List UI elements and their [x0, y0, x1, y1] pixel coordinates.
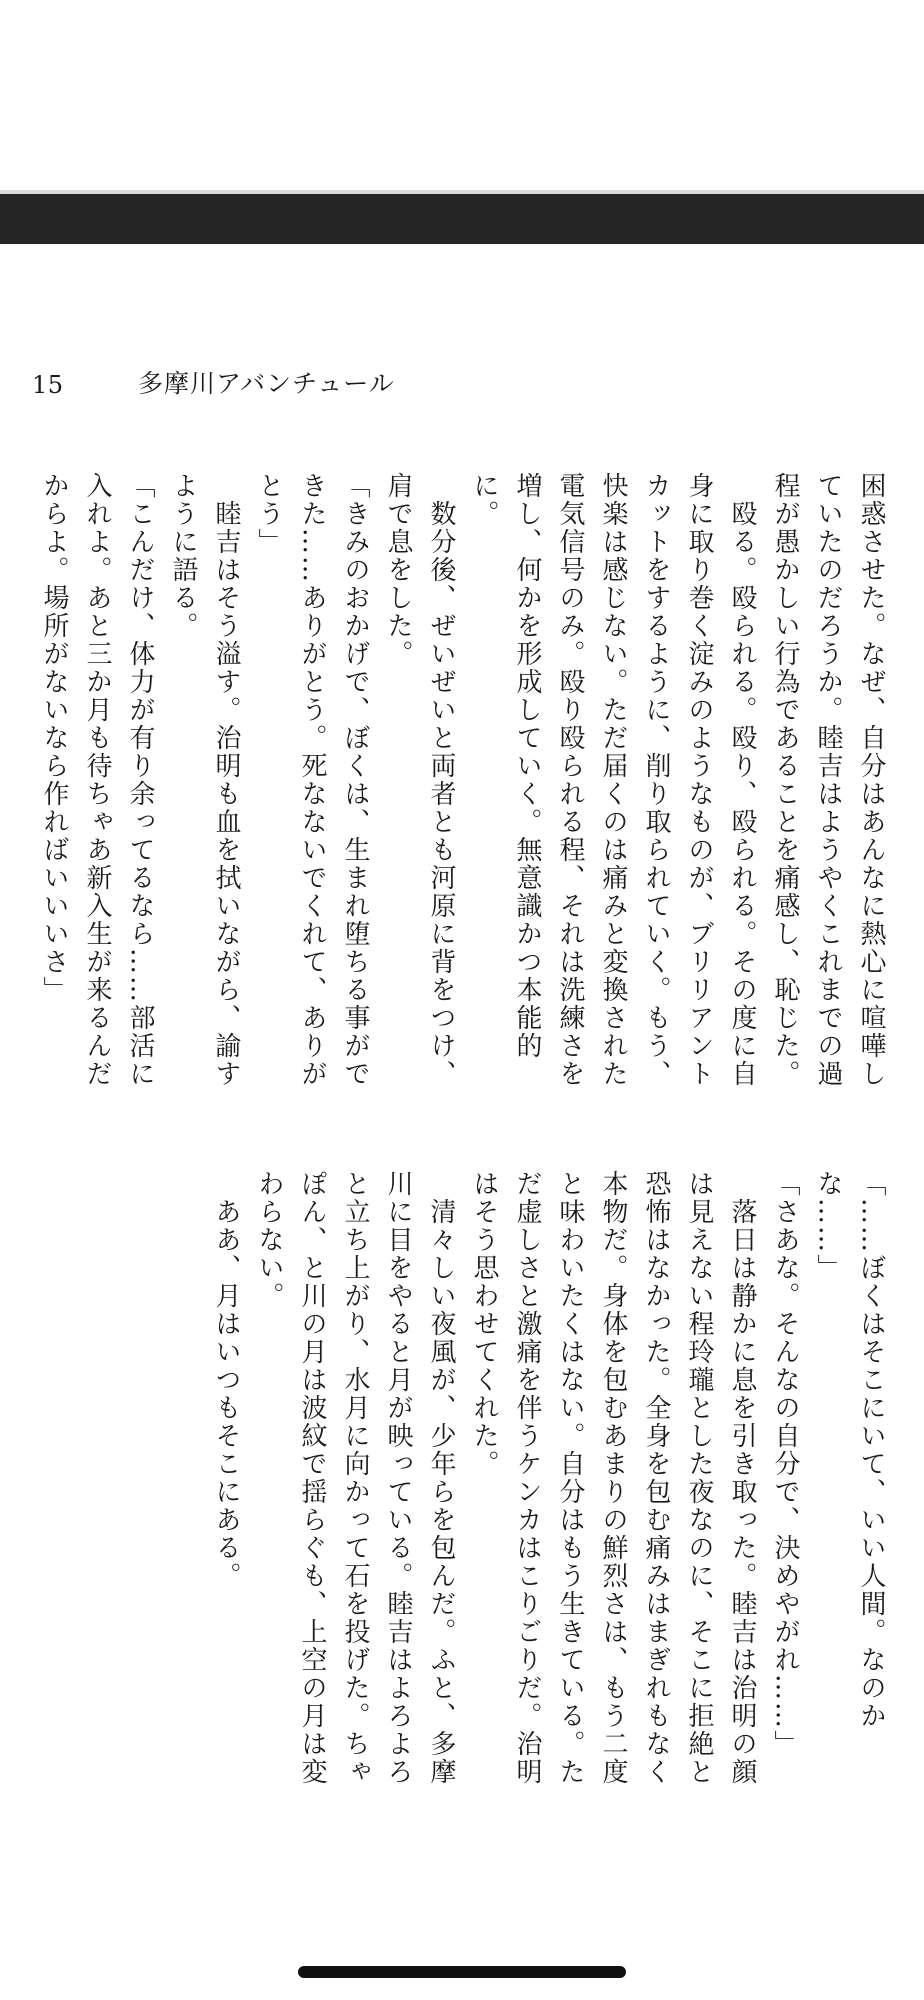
paragraph: 落日は静かに息を引き取った。睦吉は治明の顔は見えない程玲瓏とした夜なのに、そこに拒絶と恐怖はなかった。全身を包む痛みはまぎれもなく本物だ。身体を包むあまりの鮮烈さは、もう二度と味わいたくはない。自分はもう生きている。ただ虚しさと激痛を伴うケンカはこりごりだ。治明はそう思わせてくれた。 [469, 1170, 757, 1786]
text-column-bottom [211, 1170, 892, 1790]
paragraph: 困惑させた。なぜ、自分はあんなに熱心に喧嘩していたのだろうか。睦吉はようやくこれまでの過程が愚かしい行為であることを痛感し、恥じた。 [770, 472, 886, 1088]
paragraph: ああ、月はいつもそこにある。 [211, 1170, 241, 1590]
paragraph: 「……ぼくはそこにいて、いい人間。なのかな……」 [813, 1170, 886, 1730]
text-column-top [32, 472, 892, 1092]
top-blank-area [0, 0, 924, 194]
paragraph: 「きみのおかげで、ぼくは、生まれ堕ちる事ができた……ありがとう。死なないでくれて、ありがとう」 [254, 472, 370, 1088]
paragraph: 「こんだけ、体力が有り余ってるなら……部活に入れよ。あと三か月も待ちゃあ新入生が来るんだからよ。場所がないなら作ればいいいさ」 [39, 472, 155, 1088]
paragraph: 殴る。殴られる。殴り、殴られる。その度に自身に取り巻く淀みのようなものが、ブリリアントカットをするように、削り取られていく。もう、快楽は感じない。ただ届くのは痛みと変換された電気信号のみ。殴り殴られる程、それは洗練さを増し、何かを形成していく。無意識かつ本能的に。 [469, 472, 757, 1088]
paragraph: 清々しい夜風が、少年らを包んだ。ふと、多摩川に目をやると月が映っている。睦吉はよろよろと立ち上がり、水月に向かって石を投げた。ちゃぽん、と川の月は波紋で揺らぐも、上空の月は変わらない。 [254, 1170, 456, 1786]
paragraph: 「さあな。そんなの自分で、決めやがれ……」 [770, 1170, 800, 1758]
page-number: 15 [32, 371, 64, 399]
running-title: 多摩川アバンチュール [138, 369, 395, 398]
paragraph: 数分後、ぜいぜいと両者とも河原に背をつけ、肩で息をした。 [383, 472, 456, 1088]
paragraph: 睦吉はそう溢す。治明も血を拭いながら、諭すように語る。 [168, 472, 241, 1088]
home-indicator[interactable] [298, 1966, 626, 1978]
header-bar [0, 194, 924, 244]
